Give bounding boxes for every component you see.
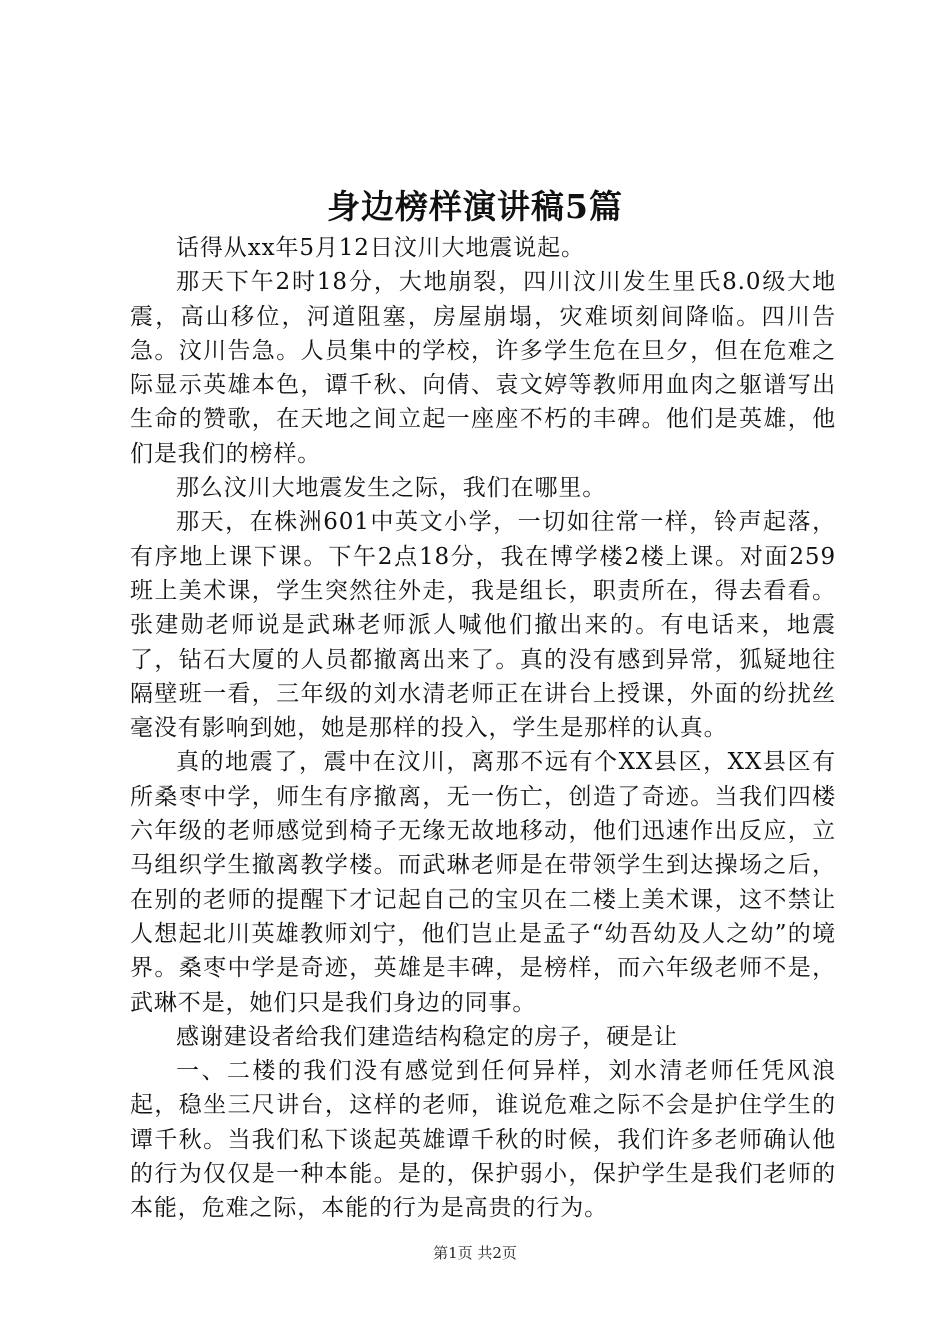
paragraph: 感谢建设者给我们建造结构稳定的房子，硬是让 bbox=[176, 1023, 678, 1050]
paragraph: 真的地震了，震中在汶川，离那不远有个XX县区，XX县区有所桑枣中学，师生有序撤离，无一伤亡，创造了奇迹。当我们四楼六年级的老师感觉到椅子无缘无故地移动，他们迅速作出反应，立马组织学生撤离教学楼。而武琳老师是在带领学生到达操场之后，在别的老师的提醒下才记起自己的宝贝在二楼上美术课，这不禁让人想起北川英雄教师刘宁，他们岂止是孟子“幼吾幼及人之幼”的境界。桑枣中学是奇迹，英雄是丰碑，是榜样，而六年级老师不是，武琳不是，她们只是我们身边的同事。 bbox=[130, 749, 836, 1016]
document-title: 身边榜样演讲稿5篇 bbox=[327, 187, 623, 226]
paragraph: 那天，在株洲601中英文小学，一切如往常一样，铃声起落，有序地上课下课。下午2点18分，我在博学楼2楼上课。对面259班上美术课，学生突然往外走，我是组长，职责所在，得去看看。张建勋老师说是武琳老师派人喊他们撤出来的。有电话来，地震了，钻石大厦的人员都撤离出来了。真的没有感到异常，狐疑地往隔壁班一看，三年级的刘水清老师正在讲台上授课，外面的纷扰丝毫没有影响到她，她是那样的投入，学生是那样的认真。 bbox=[130, 509, 836, 742]
paragraph: 话得从xx年5月12日汶川大地震说起。 bbox=[176, 235, 585, 261]
paragraph: 那天下午2时18分，大地崩裂，四川汶川发生里氏8.0级大地震，高山移位，河道阻塞，房屋崩塌，灾难顷刻间降临。四川告急。汶川告急。人员集中的学校，许多学生危在旦夕，但在危难之际显示英雄本色，谭千秋、向倩、袁文婷等教师用血肉之躯谱写出生命的赞歌，在天地之间立起一座座不朽的丰碑。他们是英雄，他们是我们的榜样。 bbox=[130, 269, 836, 467]
paragraph: 那么汶川大地震发生之际，我们在哪里。 bbox=[176, 475, 607, 502]
page-footer: 第1页 共2页 bbox=[433, 1244, 517, 1262]
document-body bbox=[130, 231, 836, 1226]
paragraph: 一、二楼的我们没有感觉到任何异样，刘水清老师任凭风浪起，稳坐三尺讲台，这样的老师，谁说危难之际不会是护住学生的谭千秋。当我们私下谈起英雄谭千秋的时候，我们许多老师确认他的行为仅仅是一种本能。是的，保护弱小，保护学生是我们老师的本能，危难之际，本能的行为是高贵的行为。 bbox=[130, 1058, 836, 1222]
